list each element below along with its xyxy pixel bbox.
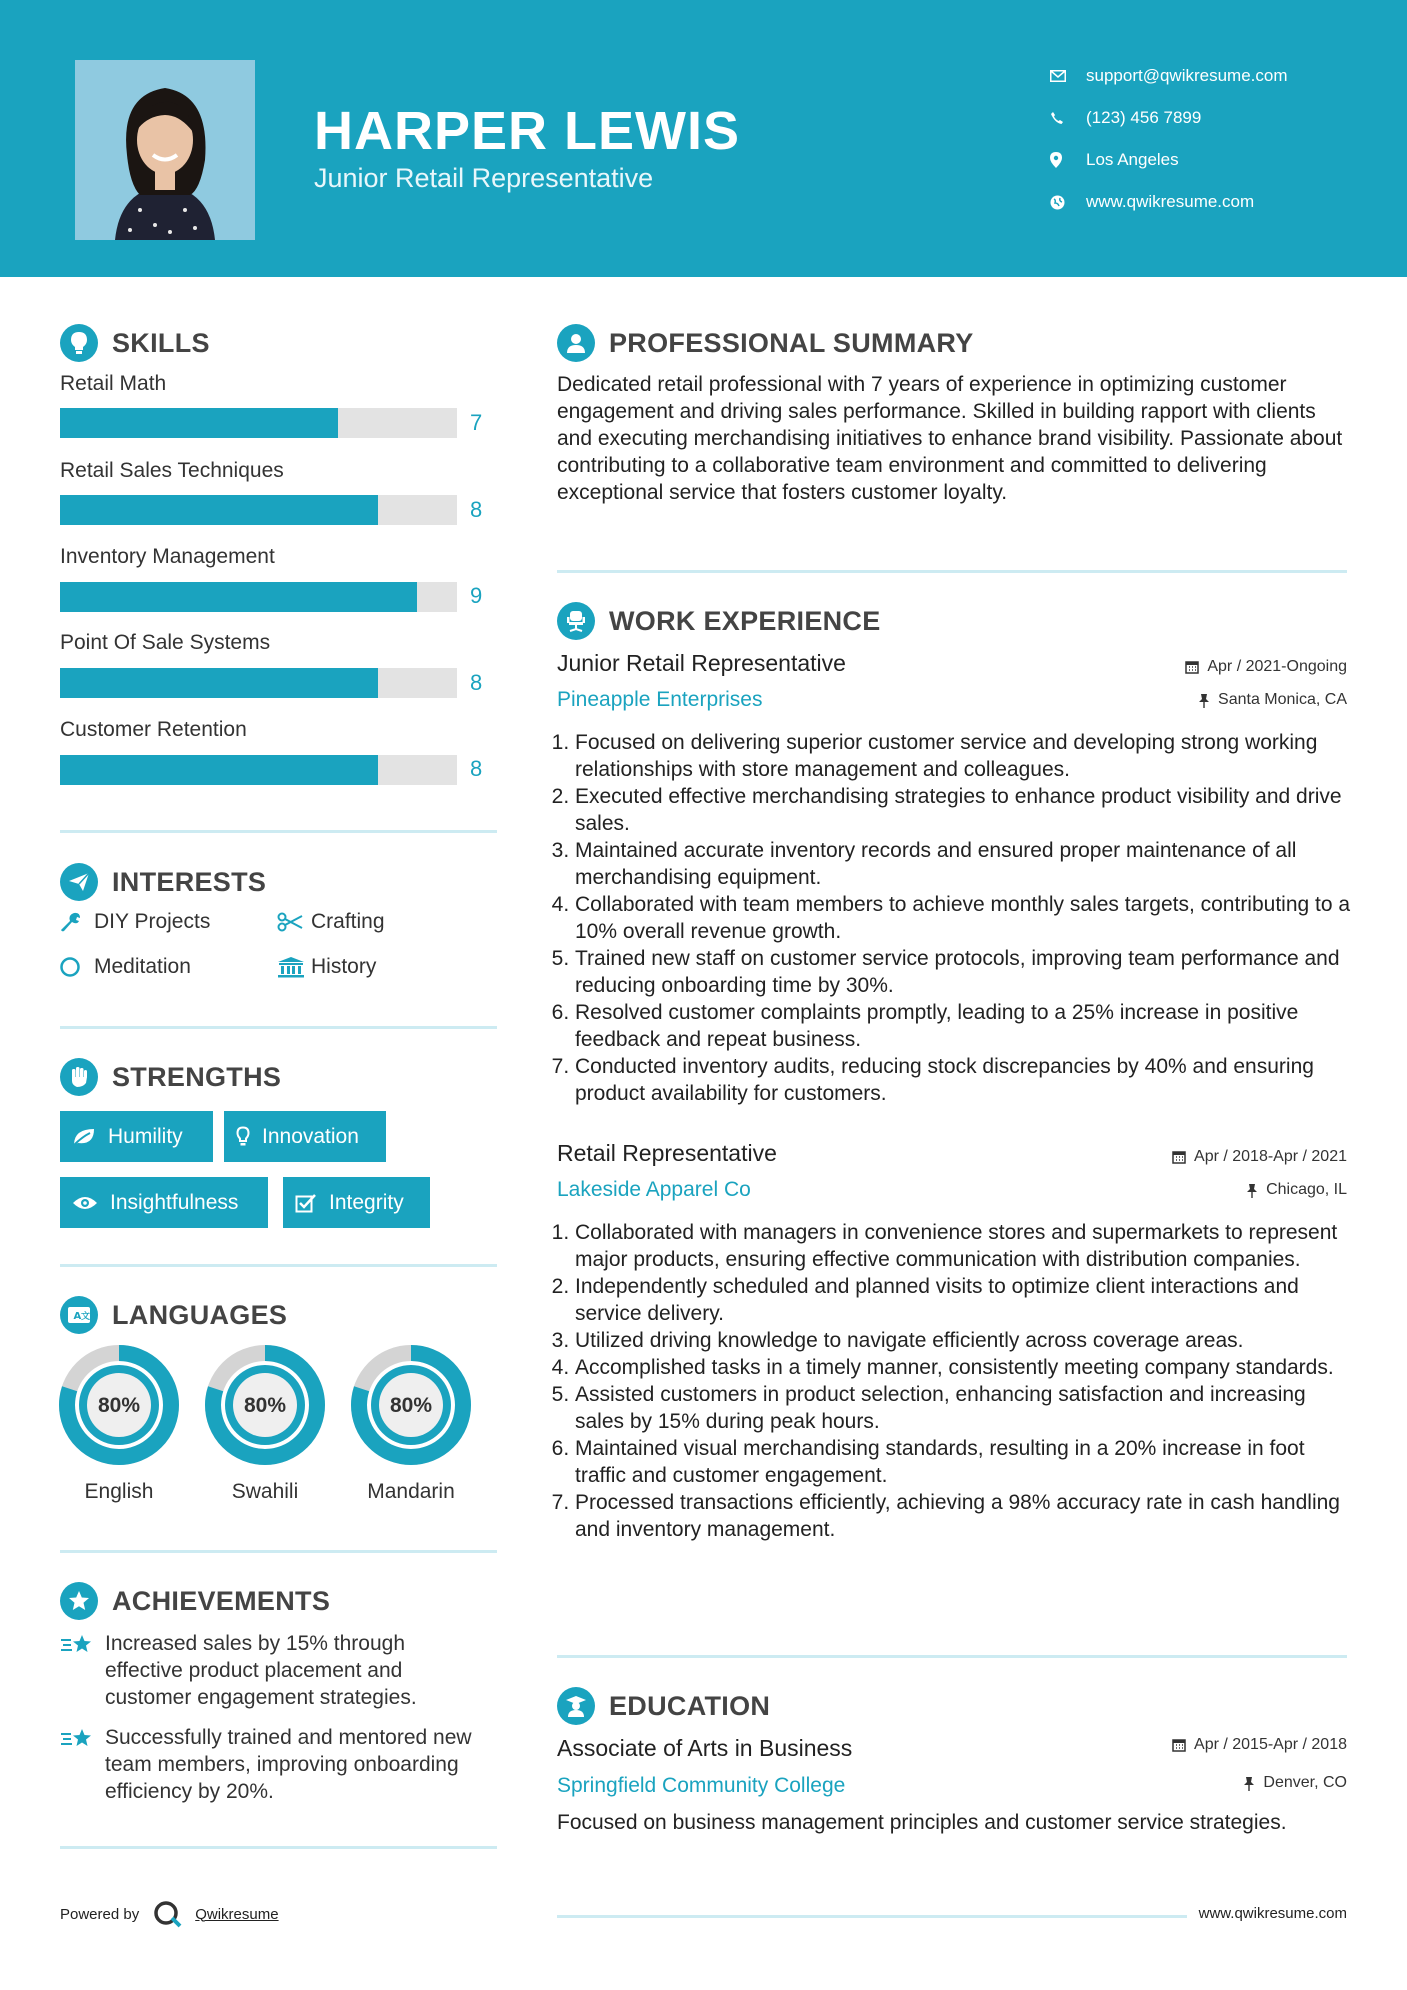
achievement-item (60, 1630, 480, 1711)
contact-location-text: Los Angeles (1086, 150, 1179, 169)
strength-chip (224, 1111, 386, 1162)
skills-heading (60, 324, 210, 362)
job-responsibilities (557, 729, 1357, 1107)
contact-website[interactable] (1050, 181, 1288, 223)
language-ring (204, 1344, 326, 1466)
skill-value: 8 (470, 670, 483, 695)
skill-value: 8 (470, 756, 483, 781)
contact-website-text: www.qwikresume.com (1086, 192, 1255, 211)
interest-label: DIY Projects (94, 910, 211, 933)
pushpin-icon (1243, 1776, 1255, 1791)
strength-label: Humility (108, 1124, 183, 1148)
job-location-text: Santa Monica, CA (1218, 691, 1347, 708)
education-dates (1172, 1736, 1347, 1754)
circle-icon (60, 956, 94, 978)
job-dates-text: Apr / 2018-Apr / 2021 (1194, 1148, 1347, 1165)
powered-by-text: Powered by (60, 1905, 140, 1923)
lightbulb-icon (236, 1126, 250, 1148)
education-dates-text: Apr / 2015-Apr / 2018 (1194, 1736, 1347, 1753)
skill-bar-fill (60, 755, 378, 785)
candidate-name: HARPER LEWIS (314, 101, 741, 161)
section-divider (60, 830, 497, 833)
candidate-role: Junior Retail Representative (314, 163, 654, 193)
interest-label: Crafting (311, 910, 385, 933)
education-description: Focused on business management principles and customer service strategies. (557, 1811, 1287, 1834)
education-title: EDUCATION (609, 1690, 771, 1721)
responsibility-item: 6. Maintained visual merchandising standards, resulting in a 20% increase in foot traffic and customer engagement. (575, 1435, 1357, 1489)
skills-title: SKILLS (112, 327, 210, 358)
job-location (1198, 691, 1347, 709)
strength-chip (60, 1177, 268, 1228)
skill-bar (60, 408, 457, 438)
section-divider (60, 1026, 497, 1029)
user-icon (557, 324, 595, 362)
responsibility-item: 7. Processed transactions efficiently, achieving a 98% accuracy rate in cash handling and inventory management. (575, 1489, 1357, 1543)
interest-label: Meditation (94, 955, 191, 978)
language-percent: 80% (243, 1394, 287, 1417)
job-location (1246, 1181, 1347, 1199)
section-divider (557, 1655, 1347, 1658)
job-company: Pineapple Enterprises (557, 688, 763, 711)
strength-label: Integrity (329, 1190, 404, 1214)
interests-heading (60, 863, 266, 901)
interest-item (277, 910, 385, 934)
checkbox-icon (295, 1193, 317, 1213)
skill-label: Retail Sales Techniques (60, 459, 284, 482)
skill-bar-fill (60, 408, 338, 438)
interest-item (60, 910, 210, 934)
summary-title: PROFESSIONAL SUMMARY (609, 327, 974, 358)
responsibility-item: 1. Collaborated with managers in convenience stores and supermarkets to represent major products, ensuring effective communication with distribution companies. (575, 1219, 1357, 1273)
skill-bar-fill (60, 582, 417, 612)
skill-bar (60, 582, 457, 612)
languages-title: LANGUAGES (112, 1299, 288, 1330)
achievements-heading (60, 1582, 330, 1620)
job-dates (1185, 658, 1347, 676)
responsibility-item: 4. Collaborated with team members to achieve monthly sales targets, contributing to a 10% overall revenue growth. (575, 891, 1357, 945)
skill-bar (60, 755, 457, 785)
shooting-star-icon (60, 1724, 105, 1805)
job-responsibilities (557, 1219, 1357, 1543)
skill-value: 9 (470, 583, 483, 608)
qwikresume-link[interactable]: Qwikresume (195, 1905, 279, 1923)
fist-icon (60, 1058, 98, 1096)
strength-chip (60, 1111, 213, 1162)
graduate-icon (557, 1687, 595, 1725)
language-item (350, 1344, 472, 1504)
calendar-icon (1172, 1738, 1186, 1752)
experience-title: WORK EXPERIENCE (609, 605, 881, 636)
education-school: Springfield Community College (557, 1774, 846, 1797)
job-title: Retail Representative (557, 1140, 777, 1166)
interest-label: History (311, 955, 377, 978)
education-location (1243, 1774, 1347, 1792)
education-heading (557, 1687, 770, 1725)
globe-icon (1050, 195, 1086, 210)
skill-label: Inventory Management (60, 545, 275, 568)
phone-icon (1050, 111, 1086, 125)
responsibility-item: 3. Utilized driving knowledge to navigate efficiently across coverage areas. (575, 1327, 1357, 1354)
language-ring (58, 1344, 180, 1466)
contact-list (1050, 55, 1288, 223)
pushpin-icon (1246, 1183, 1258, 1198)
contact-email-text: support@qwikresume.com (1086, 66, 1288, 85)
qwikresume-logo-icon (153, 1900, 183, 1928)
achievement-text: Increased sales by 15% through effective product placement and customer engagement strategies. (105, 1632, 417, 1709)
responsibility-item: 3. Maintained accurate inventory records and ensured proper maintenance of all merchandising equipment. (575, 837, 1357, 891)
leaf-icon (72, 1127, 96, 1147)
education-location-text: Denver, CO (1263, 1774, 1347, 1791)
strength-chip (283, 1177, 430, 1228)
strength-label: Insightfulness (110, 1190, 239, 1214)
job-dates (1172, 1148, 1347, 1166)
languages-heading (60, 1296, 287, 1334)
achievement-item (60, 1724, 480, 1805)
skill-label: Point Of Sale Systems (60, 631, 271, 654)
job-dates-text: Apr / 2021-Ongoing (1207, 658, 1347, 675)
skill-value: 8 (470, 497, 483, 522)
location-pin-icon (1050, 152, 1086, 168)
footer-powered-by (60, 1900, 279, 1928)
profile-photo (75, 60, 255, 240)
footer-divider (557, 1915, 1187, 1918)
skill-label: Customer Retention (60, 718, 247, 741)
lightbulb-icon (60, 324, 98, 362)
museum-icon (277, 956, 311, 978)
paper-plane-icon (60, 863, 98, 901)
interest-item (277, 955, 376, 979)
calendar-icon (1172, 1150, 1186, 1164)
language-item (204, 1344, 326, 1504)
job-title: Junior Retail Representative (557, 650, 846, 676)
scissors-icon (277, 912, 311, 932)
contact-location (1050, 139, 1288, 181)
responsibility-item: 4. Accomplished tasks in a timely manner, consistently meeting company standards. (575, 1354, 1357, 1381)
chair-icon (557, 602, 595, 640)
summary-heading (557, 324, 974, 362)
footer-website[interactable]: www.qwikresume.com (1198, 1905, 1347, 1922)
language-item (58, 1344, 180, 1504)
section-divider (557, 570, 1347, 573)
job-location-text: Chicago, IL (1266, 1181, 1347, 1198)
language-name: Mandarin (367, 1480, 455, 1503)
contact-email[interactable] (1050, 55, 1288, 97)
experience-heading (557, 602, 881, 640)
wrench-icon (60, 911, 94, 933)
contact-phone[interactable] (1050, 97, 1288, 139)
language-icon (60, 1296, 98, 1334)
eye-icon (72, 1195, 98, 1211)
skill-bar (60, 668, 457, 698)
envelope-icon (1050, 70, 1086, 82)
language-percent: 80% (389, 1394, 433, 1417)
skill-bar (60, 495, 457, 525)
responsibility-item: 1. Focused on delivering superior customer service and developing strong working relationships with store management and colleagues. (575, 729, 1357, 783)
job-company: Lakeside Apparel Co (557, 1178, 751, 1201)
skill-label: Retail Math (60, 372, 167, 395)
section-divider (60, 1264, 497, 1267)
language-name: Swahili (231, 1480, 299, 1503)
interest-item (60, 955, 191, 979)
section-divider (60, 1550, 497, 1553)
contact-phone-text: (123) 456 7899 (1086, 108, 1202, 127)
star-badge-icon (60, 1582, 98, 1620)
achievement-text: Successfully trained and mentored new team members, improving onboarding efficiency by 20%. (105, 1726, 472, 1803)
pushpin-icon (1198, 693, 1210, 708)
svg-text:文: 文 (81, 1312, 91, 1322)
shooting-star-icon (60, 1630, 105, 1711)
language-percent: 80% (97, 1394, 141, 1417)
language-name: English (84, 1480, 154, 1503)
education-degree: Associate of Arts in Business (557, 1735, 853, 1761)
responsibility-item: 5. Trained new staff on customer service protocols, improving team performance and reducing onboarding time by 30%. (575, 945, 1357, 999)
strengths-title: STRENGTHS (112, 1061, 282, 1092)
strengths-heading (60, 1058, 281, 1096)
language-ring (350, 1344, 472, 1466)
svg-text:A: A (73, 1311, 82, 1322)
calendar-icon (1185, 660, 1199, 674)
resume-header (0, 0, 1407, 277)
responsibility-item: 2. Executed effective merchandising strategies to enhance product visibility and drive sales. (575, 783, 1357, 837)
summary-text: Dedicated retail professional with 7 years of experience in optimizing customer engagement and driving sales performance. Skilled in building rapport with clients and executing merchandising initiatives to enhance brand visibility. Passionate about contributing to a collaborative team environment and committed to delivering exceptional service that fosters customer loyalty. (557, 373, 1343, 504)
section-divider (60, 1846, 497, 1849)
responsibility-item: 2. Independently scheduled and planned visits to optimize client interactions and service delivery. (575, 1273, 1357, 1327)
skill-bar-fill (60, 495, 378, 525)
skill-value: 7 (470, 410, 483, 435)
responsibility-item: 6. Resolved customer complaints promptly, leading to a 25% increase in positive feedback and repeat business. (575, 999, 1357, 1053)
responsibility-item: 5. Assisted customers in product selection, enhancing satisfaction and increasing sales by 15% during peak hours. (575, 1381, 1357, 1435)
responsibility-item: 7. Conducted inventory audits, reducing stock discrepancies by 40% and ensuring product availability for customers. (575, 1053, 1357, 1107)
skill-bar-fill (60, 668, 378, 698)
interests-title: INTERESTS (112, 866, 267, 897)
strength-label: Innovation (262, 1124, 359, 1148)
achievements-title: ACHIEVEMENTS (112, 1585, 331, 1616)
